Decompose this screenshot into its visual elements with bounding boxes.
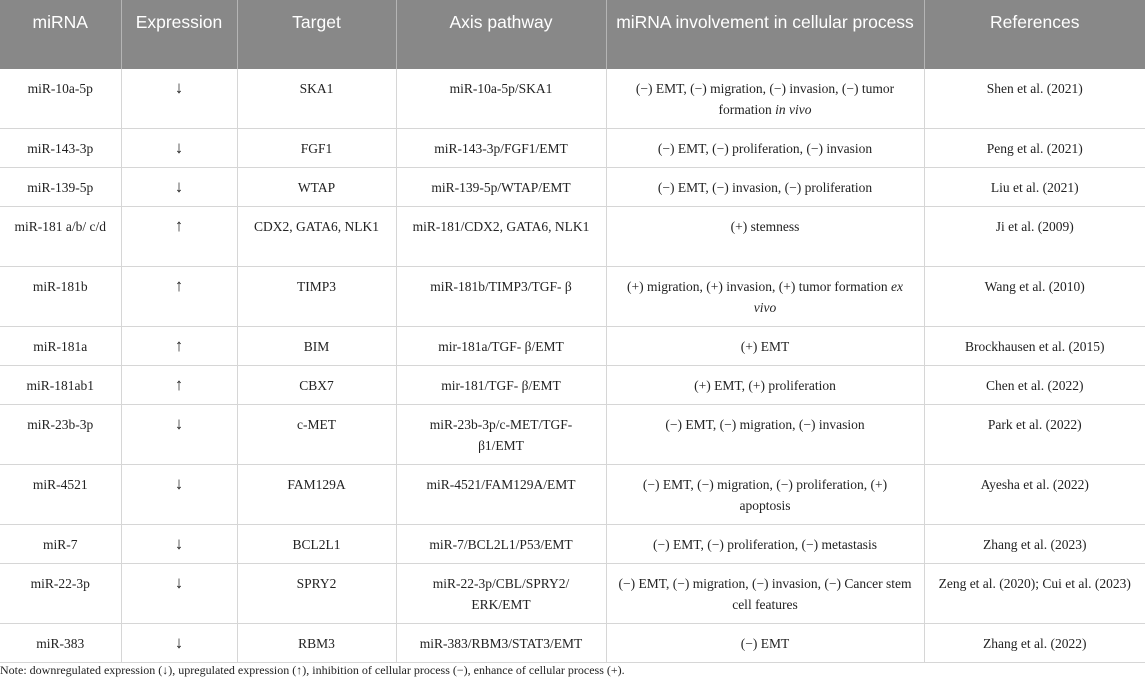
table-row [0, 525, 1145, 564]
cell-expression: ↓ [121, 168, 237, 207]
cell-reference: Zhang et al. (2023) [924, 525, 1145, 564]
cell-mirna: miR-181 a/b/ c/d [0, 207, 121, 267]
cell-reference: Shen et al. (2021) [924, 69, 1145, 129]
cell-mirna: miR-181a [0, 327, 121, 366]
cell-cellular-process: (−) EMT [606, 624, 924, 663]
cell-expression: ↓ [121, 69, 237, 129]
cell-target: WTAP [237, 168, 396, 207]
table-row [0, 327, 1145, 366]
cell-reference: Zeng et al. (2020); Cui et al. (2023) [924, 564, 1145, 624]
column-header-target: Target [237, 0, 396, 69]
cell-mirna: miR-143-3p [0, 129, 121, 168]
cell-reference: Ayesha et al. (2022) [924, 465, 1145, 525]
cell-axis-pathway: miR-181b/TIMP3/TGF- β [396, 267, 606, 327]
table-row [0, 405, 1145, 465]
cell-target: BIM [237, 327, 396, 366]
cell-reference: Peng et al. (2021) [924, 129, 1145, 168]
cell-reference: Ji et al. (2009) [924, 207, 1145, 267]
process-text: (+) migration, (+) invasion, (+) tumor formation [627, 279, 888, 294]
cell-target: SPRY2 [237, 564, 396, 624]
table-header-row [0, 0, 1145, 69]
cell-axis-pathway: miR-7/BCL2L1/P53/EMT [396, 525, 606, 564]
process-text: (−) EMT, (−) migration, (−) invasion, (−) tumor formation [635, 81, 895, 117]
cell-target: CBX7 [237, 366, 396, 405]
cell-mirna: miR-181b [0, 267, 121, 327]
process-italic-text: ex vivo [753, 279, 903, 315]
process-italic-text: in vivo [775, 102, 812, 117]
cell-cellular-process: (−) EMT, (−) migration, (−) proliferation, (+) apoptosis [606, 465, 924, 525]
cell-cellular-process: (+) stemness [606, 207, 924, 267]
table-row [0, 69, 1145, 129]
cell-axis-pathway: miR-181/CDX2, GATA6, NLK1 [396, 207, 606, 267]
cell-mirna: miR-22-3p [0, 564, 121, 624]
cell-reference: Park et al. (2022) [924, 405, 1145, 465]
cell-cellular-process: (+) EMT, (+) proliferation [606, 366, 924, 405]
column-header-expression: Expression [121, 0, 237, 69]
cell-reference: Chen et al. (2022) [924, 366, 1145, 405]
cell-expression: ↑ [121, 267, 237, 327]
table-row [0, 207, 1145, 267]
cell-cellular-process [606, 267, 924, 327]
cell-axis-pathway: miR-139-5p/WTAP/EMT [396, 168, 606, 207]
cell-reference: Liu et al. (2021) [924, 168, 1145, 207]
cell-cellular-process: (−) EMT, (−) proliferation, (−) invasion [606, 129, 924, 168]
table-row [0, 465, 1145, 525]
table-row [0, 624, 1145, 663]
cell-cellular-process [606, 69, 924, 129]
cell-expression: ↓ [121, 405, 237, 465]
cell-axis-pathway: miR-383/RBM3/STAT3/EMT [396, 624, 606, 663]
cell-axis-pathway: mir-181a/TGF- β/EMT [396, 327, 606, 366]
cell-cellular-process: (−) EMT, (−) migration, (−) invasion, (−) Cancer stem cell features [606, 564, 924, 624]
table-row [0, 564, 1145, 624]
cell-target: FGF1 [237, 129, 396, 168]
cell-expression: ↑ [121, 366, 237, 405]
cell-mirna: miR-383 [0, 624, 121, 663]
cell-expression: ↑ [121, 327, 237, 366]
cell-axis-pathway: mir-181/TGF- β/EMT [396, 366, 606, 405]
cell-expression: ↓ [121, 564, 237, 624]
cell-reference: Wang et al. (2010) [924, 267, 1145, 327]
cell-axis-pathway: miR-4521/FAM129A/EMT [396, 465, 606, 525]
table-footnote: Note: downregulated expression (↓), upregulated expression (↑), inhibition of cellular process (−), enhance of cellular process (+). [0, 663, 625, 677]
cell-expression: ↓ [121, 129, 237, 168]
cell-axis-pathway: miR-10a-5p/SKA1 [396, 69, 606, 129]
cell-target: BCL2L1 [237, 525, 396, 564]
cell-cellular-process: (−) EMT, (−) proliferation, (−) metastasis [606, 525, 924, 564]
cell-target: c-MET [237, 405, 396, 465]
cell-target: RBM3 [237, 624, 396, 663]
cell-axis-pathway: miR-22-3p/CBL/SPRY2/ ERK/EMT [396, 564, 606, 624]
table-row [0, 267, 1145, 327]
column-header-cellular-process: miRNA involvement in cellular process [606, 0, 924, 69]
column-header-mirna: miRNA [0, 0, 121, 69]
cell-cellular-process: (+) EMT [606, 327, 924, 366]
cell-axis-pathway: miR-23b-3p/c-MET/TGF- β1/EMT [396, 405, 606, 465]
column-header-references: References [924, 0, 1145, 69]
cell-cellular-process: (−) EMT, (−) invasion, (−) proliferation [606, 168, 924, 207]
column-header-axis-pathway: Axis pathway [396, 0, 606, 69]
table-row [0, 366, 1145, 405]
cell-target: FAM129A [237, 465, 396, 525]
cell-mirna: miR-139-5p [0, 168, 121, 207]
cell-reference: Brockhausen et al. (2015) [924, 327, 1145, 366]
cell-target: SKA1 [237, 69, 396, 129]
cell-mirna: miR-4521 [0, 465, 121, 525]
cell-expression: ↓ [121, 525, 237, 564]
table-row [0, 129, 1145, 168]
cell-mirna: miR-7 [0, 525, 121, 564]
cell-mirna: miR-10a-5p [0, 69, 121, 129]
cell-cellular-process: (−) EMT, (−) migration, (−) invasion [606, 405, 924, 465]
cell-expression: ↓ [121, 624, 237, 663]
cell-mirna: miR-23b-3p [0, 405, 121, 465]
cell-target: TIMP3 [237, 267, 396, 327]
cell-expression: ↓ [121, 465, 237, 525]
cell-reference: Zhang et al. (2022) [924, 624, 1145, 663]
cell-axis-pathway: miR-143-3p/FGF1/EMT [396, 129, 606, 168]
cell-expression: ↑ [121, 207, 237, 267]
cell-mirna: miR-181ab1 [0, 366, 121, 405]
cell-target: CDX2, GATA6, NLK1 [237, 207, 396, 267]
table-row [0, 168, 1145, 207]
